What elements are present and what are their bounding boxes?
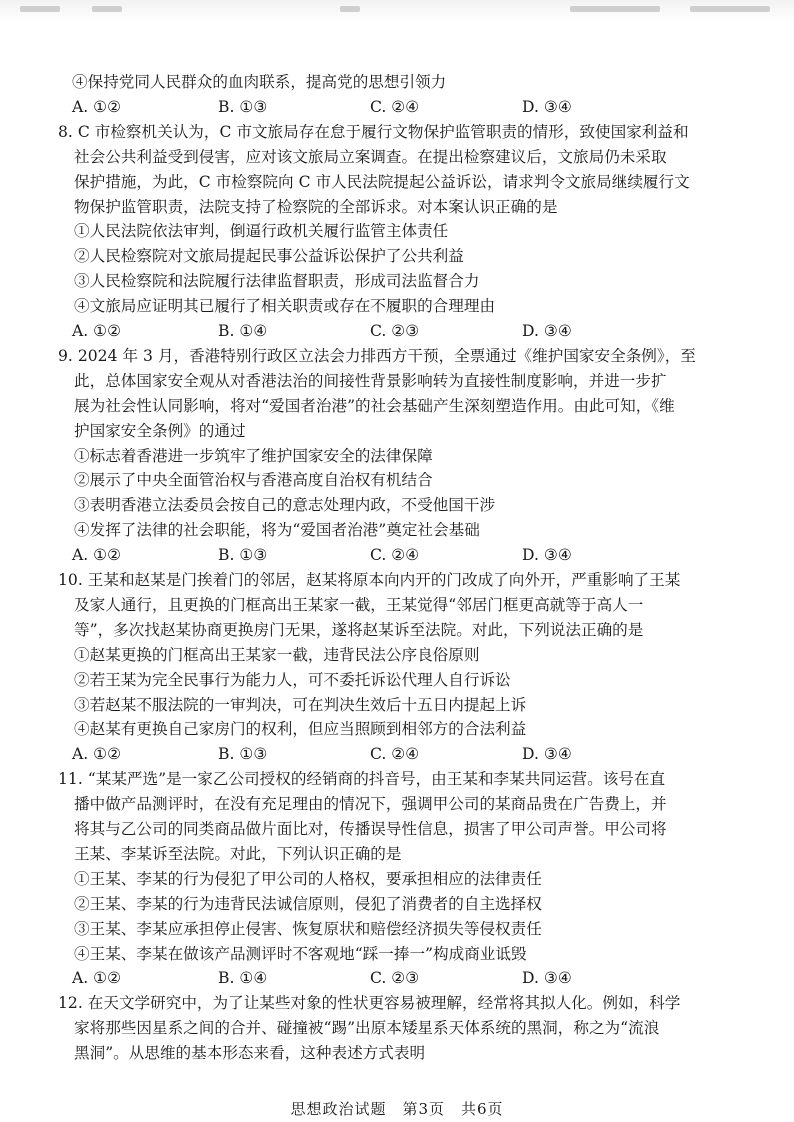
page-footer: 思想政治试题 第3页 共6页 bbox=[290, 1100, 504, 1118]
answer-option: D. ③④ bbox=[522, 97, 572, 116]
question-text-line: 播中做产品测评时，在没有充足理由的情况下，强调甲公司的某商品贵在广告费上，并 bbox=[74, 795, 667, 814]
question-text-line: 此，总体国家安全观从对香港法治的间接性背景影响转为直接性制度影响，并进一步扩 bbox=[74, 371, 667, 390]
statement-item: ①王某、李某的行为侵犯了甲公司的人格权，要承担相应的法律责任 bbox=[74, 869, 542, 888]
question-text-line: 12. 在天文学研究中，为了让某些对象的性状更容易被理解，经常将其拟人化。例如，科学 bbox=[58, 994, 681, 1013]
answer-option: B. ①④ bbox=[218, 969, 268, 988]
answer-option: D. ③④ bbox=[522, 969, 572, 988]
answer-option: C. ②④ bbox=[370, 745, 420, 764]
statement-item: ①人民法院依法审判，倒逼行政机关履行监管主体责任 bbox=[74, 222, 449, 241]
question-text-line: 王某、李某诉至法院。对此，下列认识正确的是 bbox=[74, 844, 402, 863]
question-text-line: 保护措施，为此，C 市检察院向 C 市人民法院提起公益诉讼，请求判令文旅局继续履行文 bbox=[74, 172, 690, 191]
statement-item: ③人民检察院和法院履行法律监督职责，形成司法监督合力 bbox=[74, 272, 480, 291]
header-mark bbox=[92, 6, 122, 12]
statement-item: ④王某、李某在做该产品测评时不客观地“踩一捧一”构成商业诋毁 bbox=[74, 944, 527, 963]
statement-item: ④文旅局应证明其已履行了相关职责或存在不履职的合理理由 bbox=[74, 297, 496, 316]
answer-option: D. ③④ bbox=[522, 745, 572, 764]
answer-option: A. ①② bbox=[72, 97, 122, 116]
answer-option: A. ①② bbox=[72, 745, 122, 764]
question-text-line: 物保护监管职责，法院支持了检察院的全部诉求。对本案认识正确的是 bbox=[74, 197, 558, 216]
answer-option: B. ①③ bbox=[218, 745, 268, 764]
question-text-line: 等”，多次找赵某协商更换房门无果，遂将赵某诉至法院。对此，下列说法正确的是 bbox=[74, 620, 644, 639]
question-text-line: 及家人通行，且更换的门框高出王某家一截，王某觉得“邻居门框更高就等于高人一 bbox=[74, 595, 644, 614]
header-mark bbox=[340, 6, 360, 12]
scan-header-strip bbox=[0, 0, 794, 22]
answer-option: B. ①③ bbox=[218, 97, 268, 116]
question-text-line: 黑洞”。从思维的基本形态来看，这种表述方式表明 bbox=[74, 1044, 426, 1063]
answer-option: A. ①② bbox=[72, 969, 122, 988]
statement-item: ④发挥了法律的社会职能，将为“爱国者治港”奠定社会基础 bbox=[74, 521, 480, 540]
statement-item: ③表明香港立法委员会按自己的意志处理内政，不受他国干涉 bbox=[74, 496, 496, 515]
header-mark bbox=[690, 6, 770, 12]
statement-item: ②展示了中央全面管治权与香港高度自治权有机结合 bbox=[74, 471, 433, 490]
statement-item: ①标志着香港进一步筑牢了维护国家安全的法律保障 bbox=[74, 446, 433, 465]
statement-item: ③若赵某不服法院的一审判决，可在判决生效后十五日内提起上诉 bbox=[74, 695, 527, 714]
question-text-line: 11. “某某严选”是一家乙公司授权的经销商的抖音号，由王某和李某共同运营。该号在直 bbox=[58, 770, 666, 789]
question-text-line: 10. 王某和赵某是门挨着门的邻居，赵某将原本向内开的门改成了向外开，严重影响了王某 bbox=[58, 571, 681, 589]
answer-option: D. ③④ bbox=[522, 322, 572, 340]
question-text-line: 9. 2024 年 3 月，香港特别行政区立法会力排西方干预，全票通过《维护国家安全条例》，至 bbox=[58, 346, 696, 365]
question-text-line: 展为社会性认同影响，将对“爱国者治港”的社会基础产生深刻塑造作用。由此可知，《维 bbox=[74, 396, 675, 415]
statement-item: ④赵某有更换自己家房门的权利，但应当照顾到相邻方的合法利益 bbox=[74, 720, 527, 739]
answer-option: C. ②④ bbox=[370, 546, 420, 565]
statement-item: ④保持党同人民群众的血肉联系，提高党的思想引领力 bbox=[72, 73, 447, 91]
question-text-line: 护国家安全条例》的通过 bbox=[74, 421, 246, 440]
header-mark bbox=[20, 6, 60, 12]
answer-option: B. ①③ bbox=[218, 546, 268, 565]
answer-option: D. ③④ bbox=[522, 546, 572, 565]
statement-item: ②若王某为完全民事行为能力人，可不委托诉讼代理人自行诉讼 bbox=[74, 670, 511, 689]
answer-option: C. ②④ bbox=[370, 97, 420, 116]
statement-item: ①赵某更换的门框高出王某家一截，违背民法公序良俗原则 bbox=[74, 645, 480, 664]
answer-option: A. ①② bbox=[72, 322, 122, 340]
answer-option: B. ①④ bbox=[218, 322, 268, 340]
statement-item: ③王某、李某应承担停止侵害、恢复原状和赔偿经济损失等侵权责任 bbox=[74, 919, 542, 938]
question-text-line: 家将那些因星系之间的合并、碰撞被“踢”出原本矮星系天体系统的黑洞，称之为“流浪 bbox=[74, 1019, 660, 1038]
statement-item: ②人民检察院对文旅局提起民事公益诉讼保护了公共利益 bbox=[74, 247, 464, 266]
question-text-line: 社会公共利益受到侵害，应对该文旅局立案调查。在提出检察建议后，文旅局仍未采取 bbox=[74, 147, 667, 166]
question-text-line: 8. C 市检察机关认为，C 市文旅局存在怠于履行文物保护监管职责的情形，致使国家利益和 bbox=[58, 122, 689, 141]
answer-option: C. ②③ bbox=[370, 322, 420, 340]
question-text-line: 将其与乙公司的同类商品做片面比对，传播误导性信息，损害了甲公司声誉。甲公司将 bbox=[74, 820, 667, 838]
answer-option: C. ②③ bbox=[370, 969, 420, 988]
statement-item: ②王某、李某的行为违背民法诚信原则，侵犯了消费者的自主选择权 bbox=[74, 894, 542, 913]
answer-option: A. ①② bbox=[72, 546, 122, 565]
header-mark bbox=[570, 6, 660, 12]
